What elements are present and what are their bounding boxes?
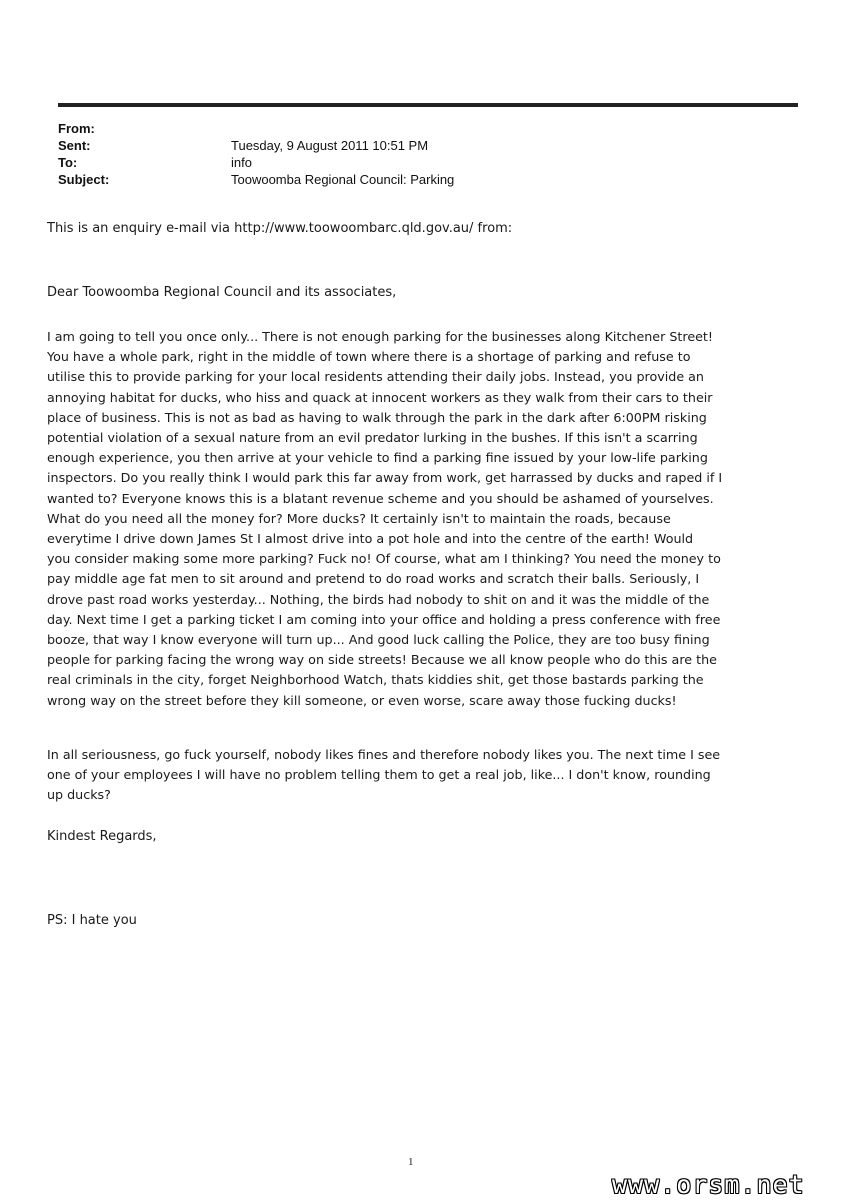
paragraph-line: potential violation of a sexual nature from an evil predator lurking in the bushes. If this isn't a scarring [47,430,698,446]
paragraph-line: wrong way on the street before they kill someone, or even worse, scare away those fucking ducks! [47,692,677,708]
subject-label: Subject: [58,172,110,187]
body-paragraph-1 [47,327,807,711]
paragraph-line: inspectors. Do you really think I would park this far away from work, get harrassed by ducks and raped if I [47,470,723,486]
paragraph-line: one of your employees I will have no problem telling them to get a real job, like... I don't know, rounding [47,767,711,783]
page-number: 1 [408,1156,414,1168]
paragraph-line: You have a whole park, right in the middle of town where there is a shortage of parking and refuse to [47,349,691,365]
paragraph-line: booze, that way I know everyone will turn up... And good luck calling the Police, they are too busy fining [47,632,710,648]
paragraph-line: up ducks? [47,787,111,803]
paragraph-line: people for parking facing the wrong way on side streets! Because we all know people who do this are the [47,652,717,668]
subject-value: Toowoomba Regional Council: Parking [231,172,455,187]
body-paragraph-2 [47,745,807,806]
paragraph-line: pay middle age fat men to sit around and pretend to do road works and scratch their balls. Seriously, I [47,571,700,587]
intro-line: This is an enquiry e-mail via http://www.toowoombarc.qld.gov.au/ from: [47,221,513,236]
paragraph-line: What do you need all the money for? More ducks? It certainly isn't to maintain the roads, because [47,510,671,526]
from-label: From: [58,121,95,136]
paragraph-line: everytime I drive down James St I almost drive into a pot hole and into the centre of the earth! Would [47,531,694,547]
to-value: info [231,155,252,170]
sent-label: Sent: [58,138,91,153]
postscript: PS: I hate you [47,913,137,928]
paragraph-line: day. Next time I get a parking ticket I am coming into your office and holding a press conference with free [47,611,721,627]
paragraph-line: real criminals in the city, forget Neighborhood Watch, thats kiddies shit, get those bastards parking the [47,672,704,688]
paragraph-line: you consider making some more parking? Fuck no! Of course, what am I thinking? You need the money to [47,551,721,567]
paragraph-line: drove past road works yesterday... Nothing, the birds had nobody to shit on and it was the middle of the [47,591,710,607]
to-label: To: [58,155,78,170]
paragraph-line: place of business. This is not as bad as having to walk through the park in the dark after 6:00PM risking [47,409,707,425]
paragraph-line: utilise this to provide parking for your local residents attending their daily jobs. Instead, you provide an [47,369,704,385]
greeting: Dear Toowoomba Regional Council and its associates, [47,285,397,300]
signoff: Kindest Regards, [47,829,157,844]
paragraph-line: I am going to tell you once only... There is not enough parking for the businesses along Kitchener Street! [47,329,713,344]
paragraph-line: wanted to? Everyone knows this is a blatant revenue scheme and you should be ashamed of yourselves. [47,490,714,506]
paragraph-line: enough experience, you then arrive at your vehicle to find a parking fine issued by your low-life parking [47,450,708,466]
sent-value: Tuesday, 9 August 2011 10:51 PM [231,138,429,153]
paragraph-line: In all seriousness, go fuck yourself, nobody likes fines and therefore nobody likes you. The next time I see [47,747,721,762]
site-watermark: www.orsm.net [612,1170,805,1199]
header-divider-rule [58,103,798,107]
paragraph-line: annoying habitat for ducks, who hiss and quack at innocent workers as they walk from their cars to their [47,389,713,405]
